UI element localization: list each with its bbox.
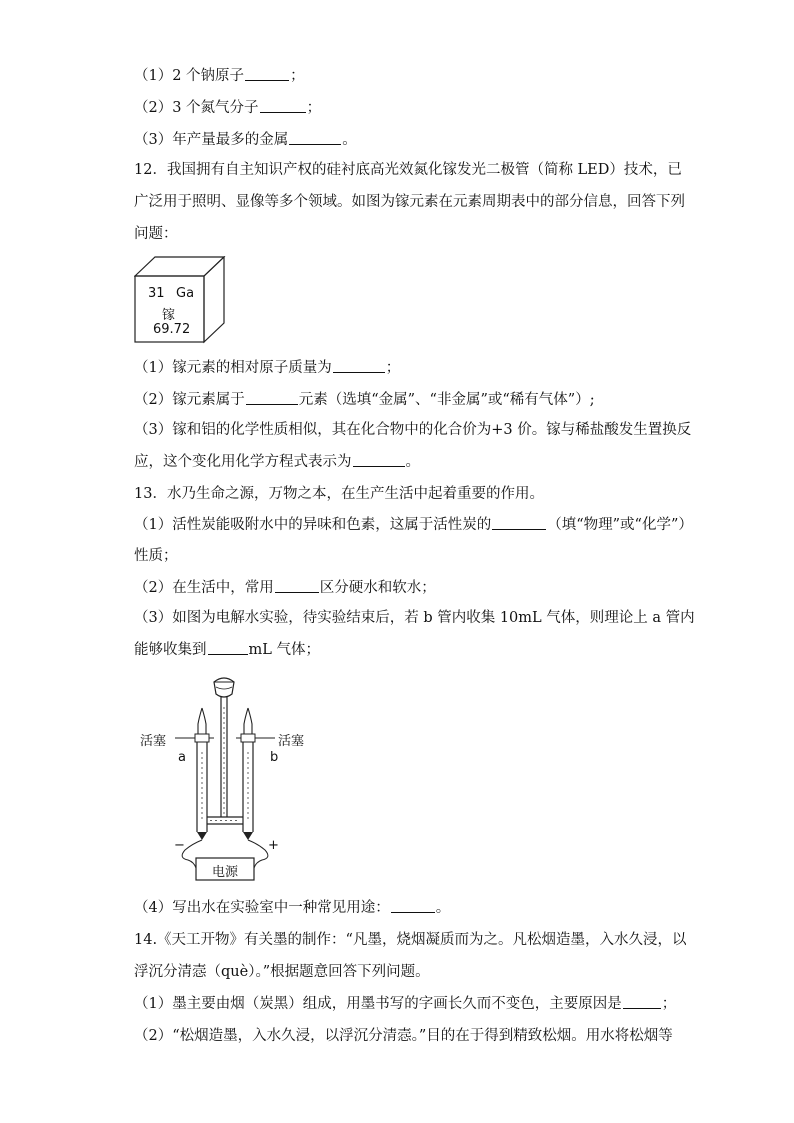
q13-part1-line2: 性质；: [134, 548, 178, 564]
electrolysis-apparatus-figure: [130, 672, 320, 887]
answer-blank[interactable]: [275, 578, 319, 593]
q12-part3-line1: （3）镓和铝的化学性质相似，其在化合物中的化合价为+3 价。镓与稀盐酸发生置换反: [134, 422, 692, 438]
stopcock-left-label: 活塞: [140, 734, 167, 749]
q12-stem-line2: 广泛用于照明、显像等多个领域。如图为镓元素在元素周期表中的部分信息，回答下列: [134, 194, 685, 210]
q14-part1: （1）墨主要由烟（炭黑）组成，用墨书写的字画长久而不变色，主要原因是 ；: [134, 996, 677, 1012]
element-card: [134, 256, 226, 348]
answer-blank[interactable]: [492, 515, 546, 530]
answer-blank[interactable]: [391, 898, 435, 913]
q12-part1: （1）镓元素的相对原子质量为 ；: [134, 360, 401, 376]
stopcock-right-label: 活塞: [278, 734, 305, 749]
atomic-mass: 69.72: [153, 322, 191, 337]
q13-part3-line2: 能够收集到 mL 气体；: [134, 642, 320, 658]
element-name: 镓: [162, 308, 176, 323]
q14-stem-line2: 浮沉分清悫（què）。”根据题意回答下列问题。: [134, 964, 430, 980]
q11-part1: （1）2 个钠原子 ；: [134, 68, 305, 84]
q12-stem-line3: 问题：: [134, 226, 178, 242]
element-symbol: Ga: [176, 286, 195, 301]
q11-part3: （3）年产量最多的金属 。: [134, 132, 357, 148]
negative-terminal-label: −: [174, 838, 185, 853]
q14-stem-line1: 14.《天工开物》有关墨的制作：“凡墨，烧烟凝质而为之。凡松烟造墨，入水久浸，以: [134, 932, 687, 948]
tube-a-label: a: [178, 750, 186, 765]
answer-blank[interactable]: [289, 130, 341, 145]
answer-blank[interactable]: [353, 452, 405, 467]
answer-blank[interactable]: [208, 640, 248, 655]
q12-part3-line2: 应，这个变化用化学方程式表示为 。: [134, 454, 420, 470]
q13-part3-line1: （3）如图为电解水实验，待实验结束后，若 b 管内收集 10mL 气体，则理论上 a 管内: [134, 610, 695, 626]
answer-blank[interactable]: [245, 66, 289, 81]
q13-part2: （2）在生活中，常用 区分硬水和软水；: [134, 580, 436, 596]
q12-stem-line1: 12．我国拥有自主知识产权的硅衬底高光效氮化镓发光二极管（简称 LED）技术，已: [134, 162, 682, 178]
positive-terminal-label: +: [268, 838, 279, 853]
q14-part2: （2）“松烟造墨，入水久浸，以浮沉分清悫。”目的在于得到精致松烟。用水将松烟等: [134, 1028, 673, 1044]
power-supply-label: 电源: [212, 865, 239, 880]
answer-blank[interactable]: [333, 358, 385, 373]
answer-blank[interactable]: [623, 994, 661, 1009]
answer-blank[interactable]: [246, 390, 298, 405]
q13-part4: （4）写出水在实验室中一种常见用途： 。: [134, 900, 451, 916]
atomic-number: 31: [148, 286, 165, 301]
electrolysis-diagram: [130, 672, 320, 887]
q12-part2: （2）镓元素属于 元素（选填“金属”、“非金属”或“稀有气体”）;: [134, 392, 595, 408]
q13-stem: 13．水乃生命之源，万物之本，在生产生活中起着重要的作用。: [134, 486, 544, 502]
tube-b-label: b: [270, 750, 279, 765]
answer-blank[interactable]: [260, 98, 306, 113]
q13-part1-line1: （1）活性炭能吸附水中的异味和色素，这属于活性炭的 （填“物理”或“化学”）: [134, 517, 693, 533]
q11-part2: （2）3 个氮气分子 ；: [134, 100, 322, 116]
